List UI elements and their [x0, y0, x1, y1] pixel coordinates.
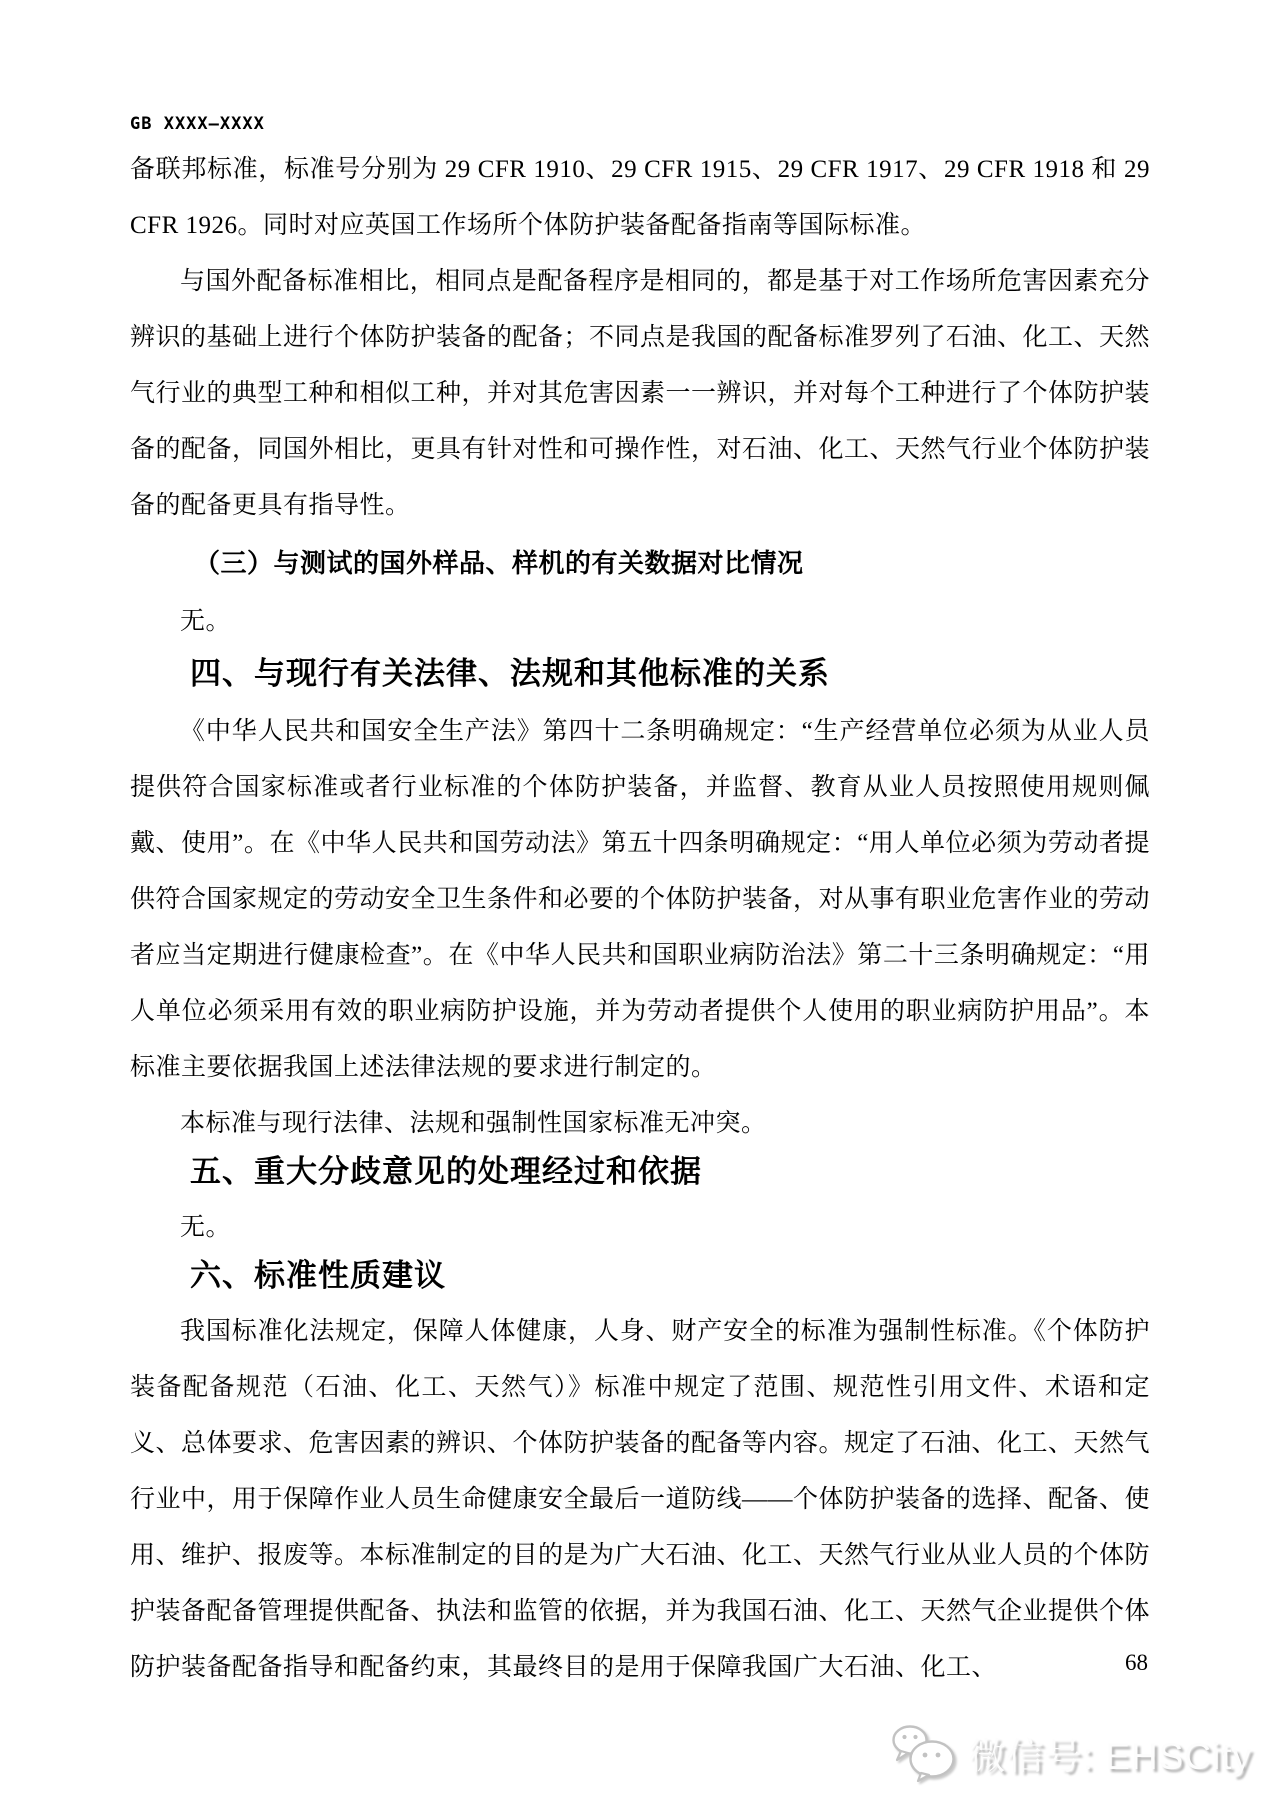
page-number: 68	[1125, 1650, 1148, 1675]
body-paragraph-intro: 备联邦标准，标准号分别为 29 CFR 1910、29 CFR 1915、29 CFR 1917、29 CFR 1918 和 29 CFR 1926。同时对应英国工作场所个体防护装备配备指南等国际标准。	[130, 156, 1150, 239]
body-paragraph-none-2: 无。	[180, 1214, 232, 1241]
section-heading-4: 四、与现行有关法律、法规和其他标准的关系	[190, 656, 830, 691]
standard-number-header: GB XXXX—XXXX	[130, 114, 265, 134]
section-heading-5: 五、重大分歧意见的处理经过和依据	[190, 1154, 702, 1189]
body-paragraph-laws: 《中华人民共和国安全生产法》第四十二条明确规定：“生产经营单位必须为从业人员提供符合国家标准或者行业标准的个体防护装备，并监督、教育从业人员按照使用规则佩戴、使用”。在《中华人民共和国劳动法》第五十四条明确规定：“用人单位必须为劳动者提供符合国家规定的劳动安全卫生条件和必要的个体防护装备，对从事有职业危害作业的劳动者应当定期进行健康检查”。在《中华人民共和国职业病防治法》第二十三条明确规定：“用人单位必须采用有效的职业病防护设施，并为劳动者提供个人使用的职业病防护用品”。本标准主要依据我国上述法律法规的要求进行制定的。	[130, 718, 1151, 1081]
body-paragraph-standard-nature: 我国标准化法规定，保障人体健康，人身、财产安全的标准为强制性标准。《个体防护装备配备规范（石油、化工、天然气）》标准中规定了范围、规范性引用文件、术语和定义、总体要求、危害因素的辨识、个体防护装备的配备等内容。规定了石油、化工、天然气行业中，用于保障作业人员生命健康安全最后一道防线——个体防护装备的选择、配备、使用、维护、报废等。本标准制定的目的是为广大石油、化工、天然气行业从业人员的个体防护装备配备管理提供配备、执法和监管的依据，并为我国石油、化工、天然气企业提供个体防护装备配备指导和配备约束，其最终目的是用于保障我国广大石油、化工、	[130, 1318, 1151, 1681]
wechat-icon	[891, 1724, 957, 1782]
body-paragraph-comparison: 与国外配备标准相比，相同点是配备程序是相同的，都是基于对工作场所危害因素充分辨识的基础上进行个体防护装备的配备；不同点是我国的配备标准罗列了石油、化工、天然气行业的典型工种和相似工种，并对其危害因素一一辨识，并对每个工种进行了个体防护装备的配备，同国外相比，更具有针对性和可操作性，对石油、化工、天然气行业个体防护装备的配备更具有指导性。	[130, 268, 1151, 519]
section-heading-3: （三）与测试的国外样品、样机的有关数据对比情况	[194, 548, 804, 578]
body-paragraph-no-conflict: 本标准与现行法律、法规和强制性国家标准无冲突。	[180, 1110, 767, 1137]
section-heading-6: 六、标准性质建议	[190, 1258, 446, 1293]
wechat-watermark	[891, 1724, 1252, 1782]
body-paragraph-none-1: 无。	[180, 608, 232, 635]
wechat-id-label: 微信号: EHSCity	[968, 1736, 1252, 1777]
